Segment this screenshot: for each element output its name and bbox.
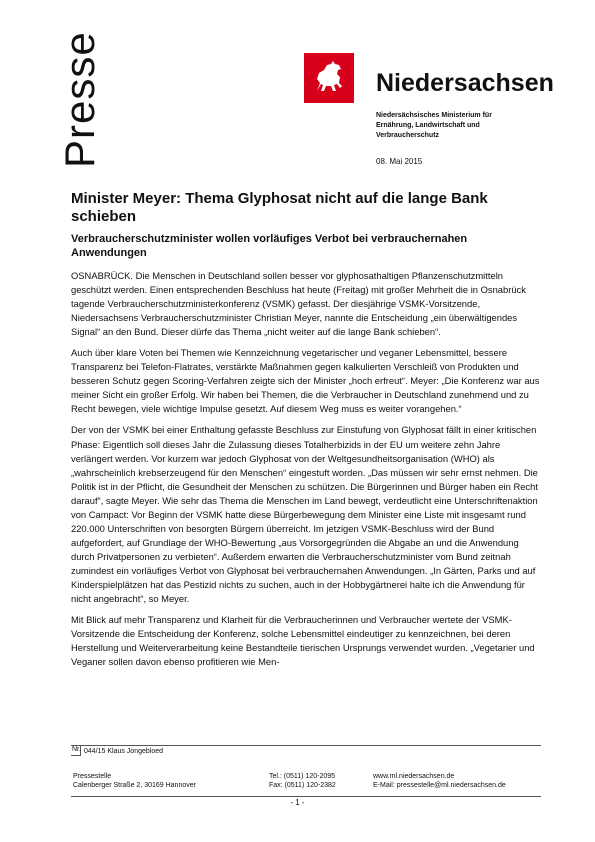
paragraph: Der von der VSMK bei einer Enthaltung gefasste Beschluss zur Einstufung von Glyphosat fällt in einer kritischen Phase: Eigentlich soll dieses Jahr die Zulassung dieses Totalherbizids in der EU um weitere zehn Jahre verlängert werden. Vor kurzem war jedoch Glyphosat von der Weltgesundheitsorganisation (WHO) als „wahrscheinlich krebserzeugend für den Menschen“ eingestuft worden. „Das müssen wir sehr ernst nehmen. Die Politik ist in der Pflicht, die Gesundheit der Menschen zu schützen. Die Bürgerinnen und Bürger haben ein Recht darauf“, sagte Meyer. Wie sehr das Thema die Menschen im Land bewegt, verdeutlicht eine Unterschriftenaktion von Campact: Vor Beginn der VSMK hatte diese Bürgerbewegung dem Minister eine Liste mit insgesamt rund 220.000 Unterschriften von besorgten Bürgern überreicht. Im jetzigen VSMK-Beschluss wird der Bund aufgefordert, auf Grundlage der WHO-Bewertung „aus Vorsorgegründen die Abgabe an und die Anwendung durch Privatpersonen zu verbieten“. Außerdem erwarten die Verbraucherschutzminister vom Bund zeitnah zumindest ein vorläufiges Verbot von Glyphosat bei verbrauchernahen Anwendungen. „In Gärten, Parks und auf Kinderspielplätzen hat das Pestizid nichts zu suchen, auch in der Hobbygärtnerei halte ich die Anwendung für nicht angebracht“, so Meyer. — [71, 424, 538, 605]
ministry-line: Verbraucherschutz — [376, 132, 440, 139]
footer-contact — [373, 772, 506, 790]
nr-label: Nr. — [71, 746, 81, 756]
nr-value: 044/15 Klaus Jongebloed — [84, 748, 164, 755]
website-link[interactable]: www.ml.niedersachsen.de — [373, 773, 455, 780]
paragraph: OSNABRÜCK. Die Menschen in Deutschland sollen besser vor glyphosathaltigen Pflanzenschutzmitteln geschützt werden. Einen entsprechenden Beschluss hat heute (Freitag) mit großer Mehrheit die in Osnabrück tagende Verbraucherschutzministerkonferenz (VSMK) gefasst. Der diesjährige VSMK-Vorsitzende, Niedersachsens Verbraucherschutzminister Christian Meyer, nannte die Entscheidung „ein überwältigendes Signal“ an den Bund. Dieser dürfe das Thema „nicht weiter auf die lange Bank schieben“. — [71, 270, 526, 338]
page-number: - 1 - — [290, 798, 305, 807]
headline: Minister Meyer: Thema Glyphosat nicht auf die lange Bank schieben — [71, 190, 488, 225]
footer — [71, 745, 541, 797]
fax: Fax: (0511) 120-2382 — [269, 782, 336, 789]
lower-saxony-horse-icon — [304, 53, 354, 103]
office-address: Calenberger Straße 2, 30169 Hannover — [73, 782, 196, 789]
presse-label: Presse — [56, 31, 103, 168]
footer-office — [73, 772, 196, 790]
ministry-line: Niedersächsisches Ministerium für — [376, 112, 492, 119]
ministry-line: Ernährung, Landwirtschaft und — [376, 122, 480, 129]
horse-emblem — [304, 53, 354, 103]
office-name: Pressestelle — [73, 773, 112, 780]
tel: Tel.: (0511) 120-2095 — [269, 773, 336, 780]
brand-name: Niedersachsen — [376, 69, 554, 97]
release-date: 08. Mai 2015 — [376, 157, 423, 166]
email-link[interactable]: E-Mail: pressestelle@ml.niedersachsen.de — [373, 782, 506, 789]
article-body — [71, 269, 541, 676]
paragraph: Auch über klare Voten bei Themen wie Kennzeichnung vegetarischer und veganer Lebensmittel, bessere Transparenz bei Telefon-Flatrates, verstärkte Maßnahmen gegen kalkulierten Verschleiß von Produkten und besseren Schutz gegen Scoring-Verfahren zeigte sich der Minister „hoch erfreut“. Meyer: „Die Konferenz war aus meiner Sicht ein großer Erfolg. Wir haben bei Themen, die die Verbraucher in Deutschland zunehmend und zu Recht bewegen, viele wichtige Impulse gesetzt. Auf diesem Weg muss es weiter vorangehen.“ — [71, 347, 540, 415]
paragraph: Mit Blick auf mehr Transparenz und Klarheit für die Verbraucherinnen und Verbraucher wertete der VSMK-Vorsitzende die Entscheidung der Konferenz, solche Lebensmittel eindeutiger zu kennzeichnen, bei deren Herstellung und Weiterverarbeitung keine Bestandteile tierischen Ursprungs verwendet wurden. „Vegetarier und Veganer sollen davon ebenso profitieren wie Men- — [71, 614, 535, 668]
subheadline: Verbraucherschutzminister wollen vorläufiges Verbot bei verbrauchernahen Anwendungen — [71, 233, 468, 259]
footer-phone — [269, 772, 336, 790]
ministry-name — [376, 111, 546, 141]
